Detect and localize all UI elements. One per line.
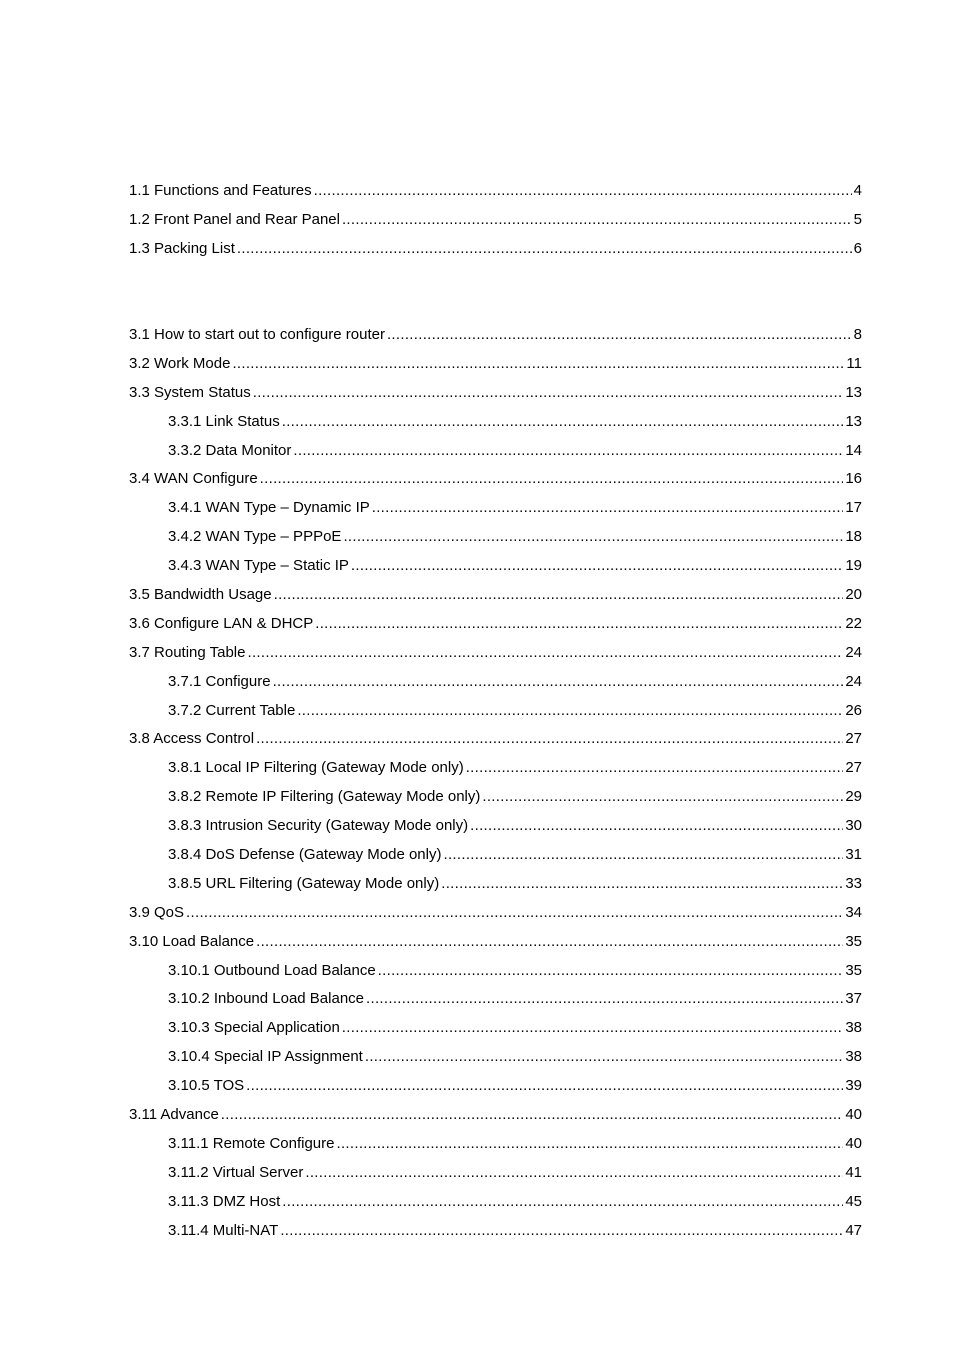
- toc-dot-leader: [342, 209, 852, 231]
- toc-dot-leader: [482, 786, 843, 808]
- toc-entry-page-number: 33: [845, 874, 862, 892]
- toc-dot-leader: [315, 613, 843, 635]
- toc-entry-title: 3.10.3 Special Application: [168, 1019, 340, 1037]
- toc-entry-page-number: 35: [845, 932, 862, 950]
- toc-entry-title: 3.10.5 TOS: [168, 1077, 245, 1095]
- toc-dot-leader: [186, 902, 843, 924]
- toc-dot-leader: [256, 728, 843, 750]
- toc-entry-title: 3.6 Configure LAN & DHCP: [129, 614, 314, 632]
- toc-dot-leader: [274, 584, 844, 606]
- toc-entry[interactable]: [129, 815, 862, 844]
- toc-dot-leader: [343, 526, 843, 548]
- toc-entry[interactable]: [129, 1075, 862, 1104]
- toc-entry-page-number: 6: [853, 239, 862, 257]
- toc-entry-page-number: 14: [845, 441, 862, 459]
- toc-entry-page-number: 26: [845, 701, 862, 719]
- toc-entry[interactable]: [129, 411, 862, 440]
- toc-entry-page-number: 13: [845, 383, 862, 401]
- toc-dot-leader: [260, 468, 844, 490]
- toc-entry-title: 3.8.1 Local IP Filtering (Gateway Mode only): [168, 759, 464, 777]
- toc-entry-title: 3.9 QoS: [129, 903, 185, 921]
- toc-entry[interactable]: [129, 382, 862, 411]
- toc-entry-page-number: 40: [845, 1106, 862, 1124]
- toc-dot-leader: [253, 382, 844, 404]
- toc-entry-page-number: 41: [845, 1163, 862, 1181]
- toc-entry-page-number: 20: [845, 586, 862, 604]
- toc-entry-title: 3.10 Load Balance: [129, 932, 255, 950]
- toc-entry-title: 3.1 How to start out to configure router: [129, 326, 385, 343]
- toc-entry-title: 3.10.2 Inbound Load Balance: [168, 990, 365, 1008]
- toc-entry[interactable]: [129, 468, 862, 497]
- toc-dot-leader: [256, 931, 843, 953]
- toc-entry-page-number: 40: [845, 1134, 862, 1152]
- toc-entry[interactable]: [129, 728, 862, 757]
- toc-entry-page-number: 27: [845, 730, 862, 748]
- toc-entry-page-number: 8: [853, 326, 862, 343]
- toc-entry-page-number: 34: [845, 903, 862, 921]
- toc-entry[interactable]: [129, 988, 862, 1017]
- toc-entry-page-number: 4: [853, 182, 862, 199]
- toc-dot-leader: [221, 1104, 844, 1126]
- toc-entry[interactable]: [129, 180, 862, 209]
- toc-entry-title: 1.2 Front Panel and Rear Panel: [129, 210, 340, 228]
- toc-entry-page-number: 35: [845, 961, 862, 979]
- toc-entry-title: 3.8.4 DoS Defense (Gateway Mode only): [168, 846, 442, 864]
- toc-entry[interactable]: [129, 613, 862, 642]
- toc-entry-page-number: 16: [845, 470, 862, 488]
- toc-dot-leader: [337, 1133, 844, 1155]
- toc-entry-page-number: 24: [845, 672, 862, 690]
- toc-entry-page-number: 47: [845, 1221, 862, 1239]
- toc-entry-title: 3.2 Work Mode: [129, 354, 231, 372]
- toc-dot-leader: [372, 497, 844, 519]
- toc-dot-leader: [237, 238, 852, 260]
- toc-entry[interactable]: [129, 1133, 862, 1162]
- toc-dot-leader: [232, 353, 844, 375]
- toc-entry-title: 3.3.2 Data Monitor: [168, 441, 292, 459]
- toc-dot-leader: [342, 1017, 844, 1039]
- toc-dot-leader: [246, 1075, 843, 1097]
- toc-entry-title: 3.11.4 Multi-NAT: [168, 1221, 279, 1239]
- toc-entry[interactable]: [129, 1104, 862, 1133]
- toc-entry-title: 3.10.1 Outbound Load Balance: [168, 961, 376, 979]
- toc-entry-title: 3.8.5 URL Filtering (Gateway Mode only): [168, 874, 440, 892]
- toc-entry-page-number: 27: [845, 759, 862, 777]
- toc-dot-leader: [441, 873, 843, 895]
- toc-dot-leader: [293, 440, 843, 462]
- toc-entry[interactable]: [129, 902, 862, 931]
- toc-entry[interactable]: [129, 873, 862, 902]
- toc-entry[interactable]: [129, 1191, 862, 1220]
- toc-entry[interactable]: [129, 353, 862, 382]
- toc-entry[interactable]: [129, 671, 862, 700]
- toc-entry-title: 3.10.4 Special IP Assignment: [168, 1048, 363, 1066]
- toc-entry[interactable]: [129, 786, 862, 815]
- toc-section-chapter-3: [129, 324, 862, 1249]
- toc-entry-title: 3.4 WAN Configure: [129, 470, 258, 488]
- toc-entry-page-number: 13: [845, 412, 862, 430]
- toc-entry[interactable]: [129, 1017, 862, 1046]
- toc-entry[interactable]: [129, 238, 862, 267]
- toc-entry-page-number: 11: [846, 354, 862, 372]
- toc-dot-leader: [280, 1220, 843, 1242]
- toc-entry[interactable]: [129, 324, 862, 353]
- toc-entry[interactable]: [129, 931, 862, 960]
- toc-entry[interactable]: [129, 584, 862, 613]
- toc-dot-leader: [470, 815, 843, 837]
- toc-entry-page-number: 29: [845, 788, 862, 806]
- toc-entry-page-number: 5: [853, 210, 862, 228]
- toc-entry-page-number: 18: [845, 528, 862, 546]
- toc-entry-title: 3.11.2 Virtual Server: [168, 1163, 304, 1181]
- toc-dot-leader: [282, 411, 844, 433]
- toc-dot-leader: [247, 642, 843, 664]
- toc-entry-title: 3.7 Routing Table: [129, 643, 246, 661]
- toc-entry-page-number: 39: [845, 1077, 862, 1095]
- toc-entry[interactable]: [129, 497, 862, 526]
- toc-dot-leader: [282, 1191, 843, 1213]
- toc-dot-leader: [387, 324, 852, 346]
- toc-entry-page-number: 45: [845, 1192, 862, 1210]
- toc-entry-page-number: 31: [845, 846, 862, 864]
- toc-entry-page-number: 24: [845, 643, 862, 661]
- toc-entry-title: 3.4.3 WAN Type – Static IP: [168, 557, 349, 575]
- toc-dot-leader: [443, 844, 843, 866]
- toc-entry-title: 3.3.1 Link Status: [168, 412, 280, 430]
- toc-entry-page-number: 19: [845, 557, 862, 575]
- toc-dot-leader: [273, 671, 844, 693]
- toc-entry-title: 3.8.2 Remote IP Filtering (Gateway Mode only): [168, 788, 481, 806]
- toc-entry-title: 3.8 Access Control: [129, 730, 255, 748]
- toc-entry-page-number: 38: [845, 1048, 862, 1066]
- toc-entry-page-number: 37: [845, 990, 862, 1008]
- toc-entry-title: 3.7.1 Configure: [168, 672, 271, 690]
- toc-dot-leader: [378, 960, 844, 982]
- toc-entry[interactable]: [129, 700, 862, 729]
- toc-entry[interactable]: [129, 209, 862, 238]
- toc-section-chapter-1: [129, 180, 862, 267]
- toc-entry[interactable]: [129, 960, 862, 989]
- toc-entry[interactable]: [129, 844, 862, 873]
- toc-entry-title: 3.11.1 Remote Configure: [168, 1134, 335, 1152]
- toc-entry[interactable]: [129, 555, 862, 584]
- toc-entry-title: 3.5 Bandwidth Usage: [129, 586, 272, 604]
- toc-entry[interactable]: [129, 1046, 862, 1075]
- toc-dot-leader: [314, 180, 852, 202]
- toc-entry[interactable]: [129, 1220, 862, 1249]
- toc-entry-title: 3.4.1 WAN Type – Dynamic IP: [168, 499, 370, 517]
- toc-dot-leader: [305, 1162, 843, 1184]
- toc-entry-title: 1.3 Packing List: [129, 239, 235, 257]
- toc-entry[interactable]: [129, 1162, 862, 1191]
- toc-entry[interactable]: [129, 526, 862, 555]
- toc-dot-leader: [351, 555, 843, 577]
- toc-entry-title: 3.4.2 WAN Type – PPPoE: [168, 528, 342, 546]
- toc-entry-page-number: 38: [845, 1019, 862, 1037]
- toc-entry-title: 1.1 Functions and Features: [129, 182, 312, 199]
- toc-entry-title: 3.3 System Status: [129, 383, 251, 401]
- toc-entry-title: 3.7.2 Current Table: [168, 701, 296, 719]
- toc-entry-page-number: 22: [845, 614, 862, 632]
- toc-entry-page-number: 17: [845, 499, 862, 517]
- toc-entry-title: 3.8.3 Intrusion Security (Gateway Mode only): [168, 817, 469, 835]
- toc-entry[interactable]: [129, 757, 862, 786]
- toc-entry[interactable]: [129, 440, 862, 469]
- toc-dot-leader: [466, 757, 844, 779]
- toc-entry-page-number: 30: [845, 817, 862, 835]
- toc-entry[interactable]: [129, 642, 862, 671]
- toc-entry-title: 3.11 Advance: [129, 1106, 219, 1124]
- toc-dot-leader: [297, 700, 843, 722]
- toc-dot-leader: [365, 1046, 843, 1068]
- toc-dot-leader: [366, 988, 843, 1010]
- toc-entry-title: 3.11.3 DMZ Host: [168, 1192, 281, 1210]
